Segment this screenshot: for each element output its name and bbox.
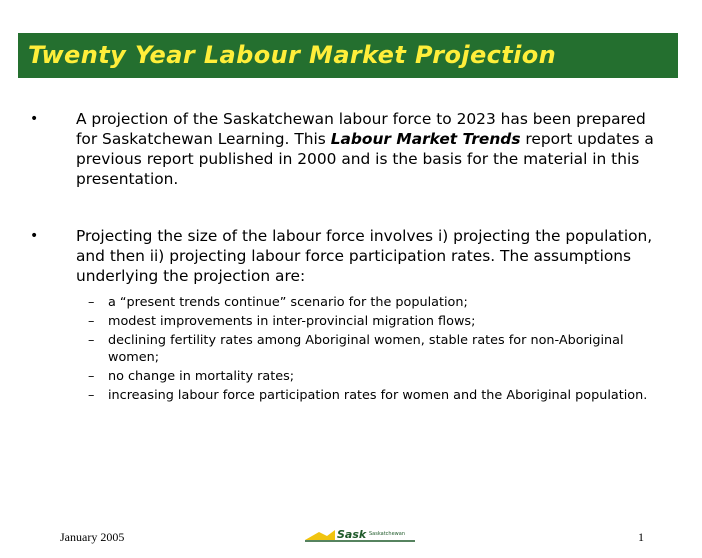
sub-bullet-text: declining fertility rates among Aboriginal women, stable rates for non-Aboriginal women; xyxy=(108,333,624,365)
sub-bullet-text: a “present trends continue” scenario for the population; xyxy=(108,295,468,310)
footer-date: January 2005 xyxy=(60,530,125,544)
sask-logo xyxy=(305,528,415,544)
bullet-1-text-pre: A projection of the Saskatchewan labour force to 2023 has been prepared for Saskatchewan Learning. This xyxy=(76,110,646,148)
sub-bullet-text: modest improvements in inter-provincial migration flows; xyxy=(108,314,476,329)
sub-bullet-list xyxy=(88,294,678,406)
list-item xyxy=(88,387,678,404)
bullet-marker: • xyxy=(30,228,39,244)
logo-text: Sask xyxy=(337,528,367,541)
bullet-1-text-post: report updates a previous report published in 2000 and is the basis for the material in this presentation. xyxy=(76,130,654,188)
dash-marker: – xyxy=(88,314,95,329)
dash-marker: – xyxy=(88,333,95,348)
bullet-marker: • xyxy=(30,111,39,127)
list-item xyxy=(88,368,678,385)
title-bar xyxy=(18,33,678,78)
dash-marker: – xyxy=(88,369,95,384)
bullet-text-2: Projecting the size of the labour force involves i) projecting the population, and then ii) projecting labour force participation rates. The assumptions underlying the projection are: xyxy=(76,227,653,285)
dash-marker: – xyxy=(88,388,95,403)
slide-title: Twenty Year Labour Market Projection xyxy=(28,41,557,69)
list-item xyxy=(88,294,678,311)
bullet-text-1 xyxy=(76,109,666,189)
list-item xyxy=(88,313,678,330)
list-item xyxy=(88,332,678,366)
logo-subtext: Saskatchewan xyxy=(369,531,405,537)
sub-bullet-text: increasing labour force participation rates for women and the Aboriginal population. xyxy=(108,388,648,403)
dash-marker: – xyxy=(88,295,95,310)
page-number: 1 xyxy=(638,530,644,544)
sub-bullet-text: no change in mortality rates; xyxy=(108,369,295,384)
report-title-emphasis: Labour Market Trends xyxy=(330,130,521,148)
